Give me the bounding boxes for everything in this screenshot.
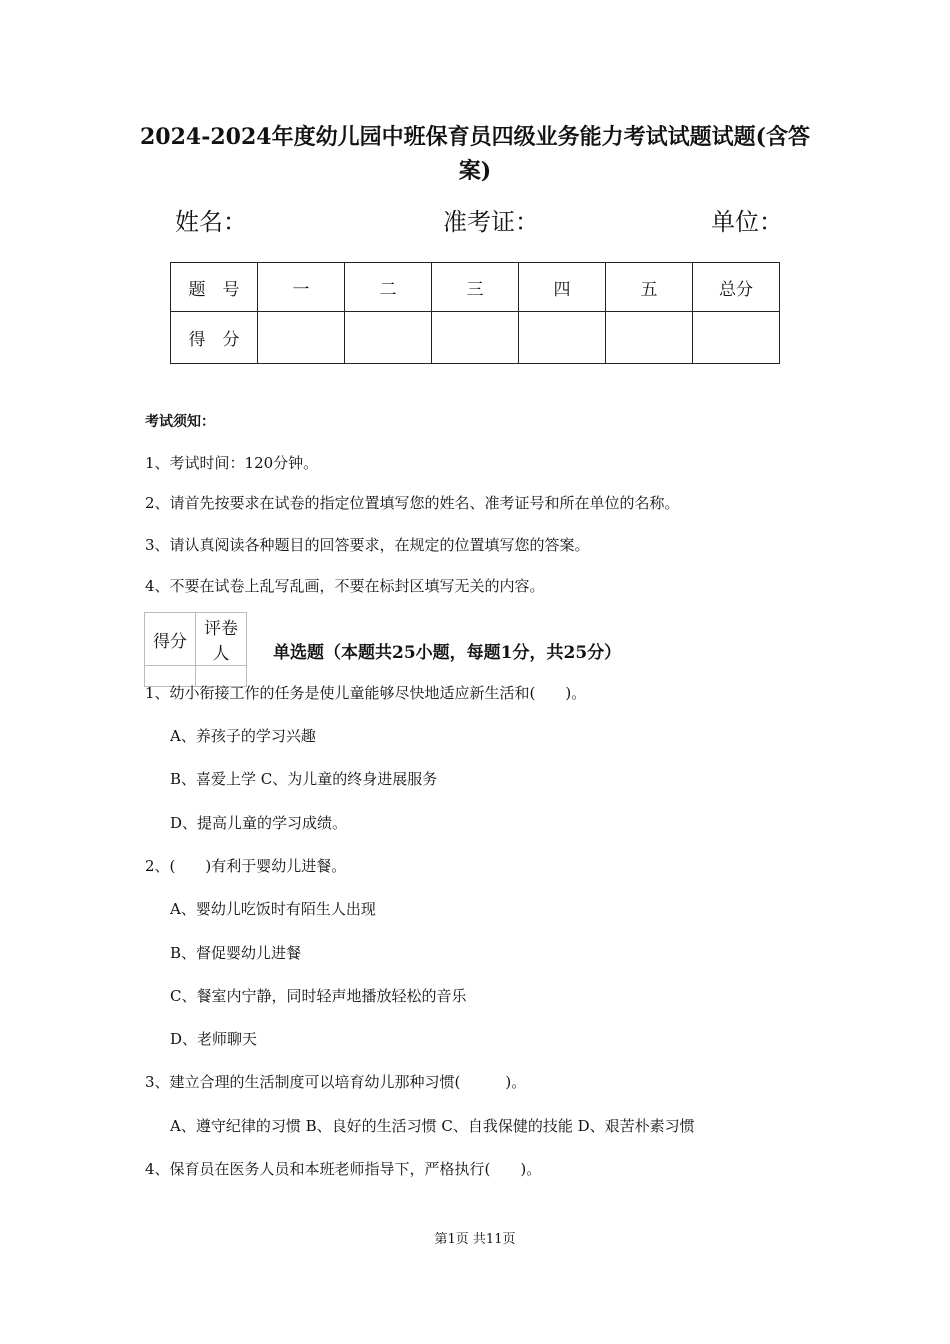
section-title: 单选题（本题共25小题，每题1分，共25分） — [273, 643, 622, 663]
question-1-option-bc: B、喜爱上学 C、为儿童的终身进展服务 — [170, 770, 438, 788]
name-label: 姓名： — [175, 208, 247, 236]
document-title — [120, 120, 830, 188]
note-item: 2、请首先按要求在试卷的指定位置填写您的姓名、准考证号和所在单位的名称。 — [145, 494, 680, 512]
title-line-1: 2024-2024年度幼儿园中班保育员四级业务能力考试试题试题(含答 — [139, 124, 810, 150]
header-cell-4: 四 — [519, 263, 606, 312]
question-2-option-a: A、婴幼儿吃饭时有陌生人出现 — [170, 900, 376, 918]
score-cell[interactable] — [258, 312, 345, 364]
score-table-header-row — [171, 263, 780, 312]
question-2: 2、( )有利于婴幼儿进餐。 — [145, 857, 347, 875]
page-footer: 第1页 共11页 — [434, 1232, 516, 1247]
note-item: 4、不要在试卷上乱写乱画，不要在标封区填写无关的内容。 — [145, 577, 545, 595]
title-line-2: 案) — [458, 158, 492, 184]
header-cell-total: 总分 — [693, 263, 780, 312]
score-cell[interactable] — [693, 312, 780, 364]
question-1: 1、幼小衔接工作的任务是使儿童能够尽快地适应新生活和( )。 — [145, 684, 587, 702]
grader-box-grader-label: 评卷人 — [196, 613, 247, 666]
exam-id-label: 准考证： — [443, 208, 539, 236]
header-cell-question-no: 题 号 — [171, 263, 258, 312]
question-4: 4、保育员在医务人员和本班老师指导下，严格执行( )。 — [145, 1160, 542, 1178]
header-cell-5: 五 — [606, 263, 693, 312]
score-table-score-row — [171, 312, 780, 364]
score-cell[interactable] — [606, 312, 693, 364]
question-1-option-a: A、养孩子的学习兴趣 — [170, 727, 316, 745]
score-row-label: 得 分 — [171, 312, 258, 364]
unit-label: 单位： — [711, 208, 783, 236]
header-cell-2: 二 — [345, 263, 432, 312]
header-cell-3: 三 — [432, 263, 519, 312]
question-3: 3、建立合理的生活制度可以培育幼儿那种习惯( )。 — [145, 1073, 527, 1091]
question-2-option-d: D、老师聊天 — [170, 1030, 258, 1048]
score-table — [170, 262, 780, 364]
score-cell[interactable] — [345, 312, 432, 364]
question-2-option-c: C、餐室内宁静，同时轻声地播放轻松的音乐 — [170, 987, 467, 1005]
note-item: 1、考试时间：120分钟。 — [145, 454, 319, 472]
notes-heading: 考试须知： — [145, 414, 215, 430]
question-2-option-b: B、督促婴幼儿进餐 — [170, 944, 302, 962]
score-cell[interactable] — [432, 312, 519, 364]
note-item: 3、请认真阅读各种题目的回答要求，在规定的位置填写您的答案。 — [145, 536, 590, 554]
score-cell[interactable] — [519, 312, 606, 364]
header-cell-1: 一 — [258, 263, 345, 312]
grader-box — [144, 612, 247, 687]
question-1-option-d: D、提高儿童的学习成绩。 — [170, 814, 348, 832]
grader-box-score-label: 得分 — [145, 613, 196, 666]
question-3-options: A、遵守纪律的习惯 B、良好的生活习惯 C、自我保健的技能 D、艰苦朴素习惯 — [170, 1117, 695, 1135]
